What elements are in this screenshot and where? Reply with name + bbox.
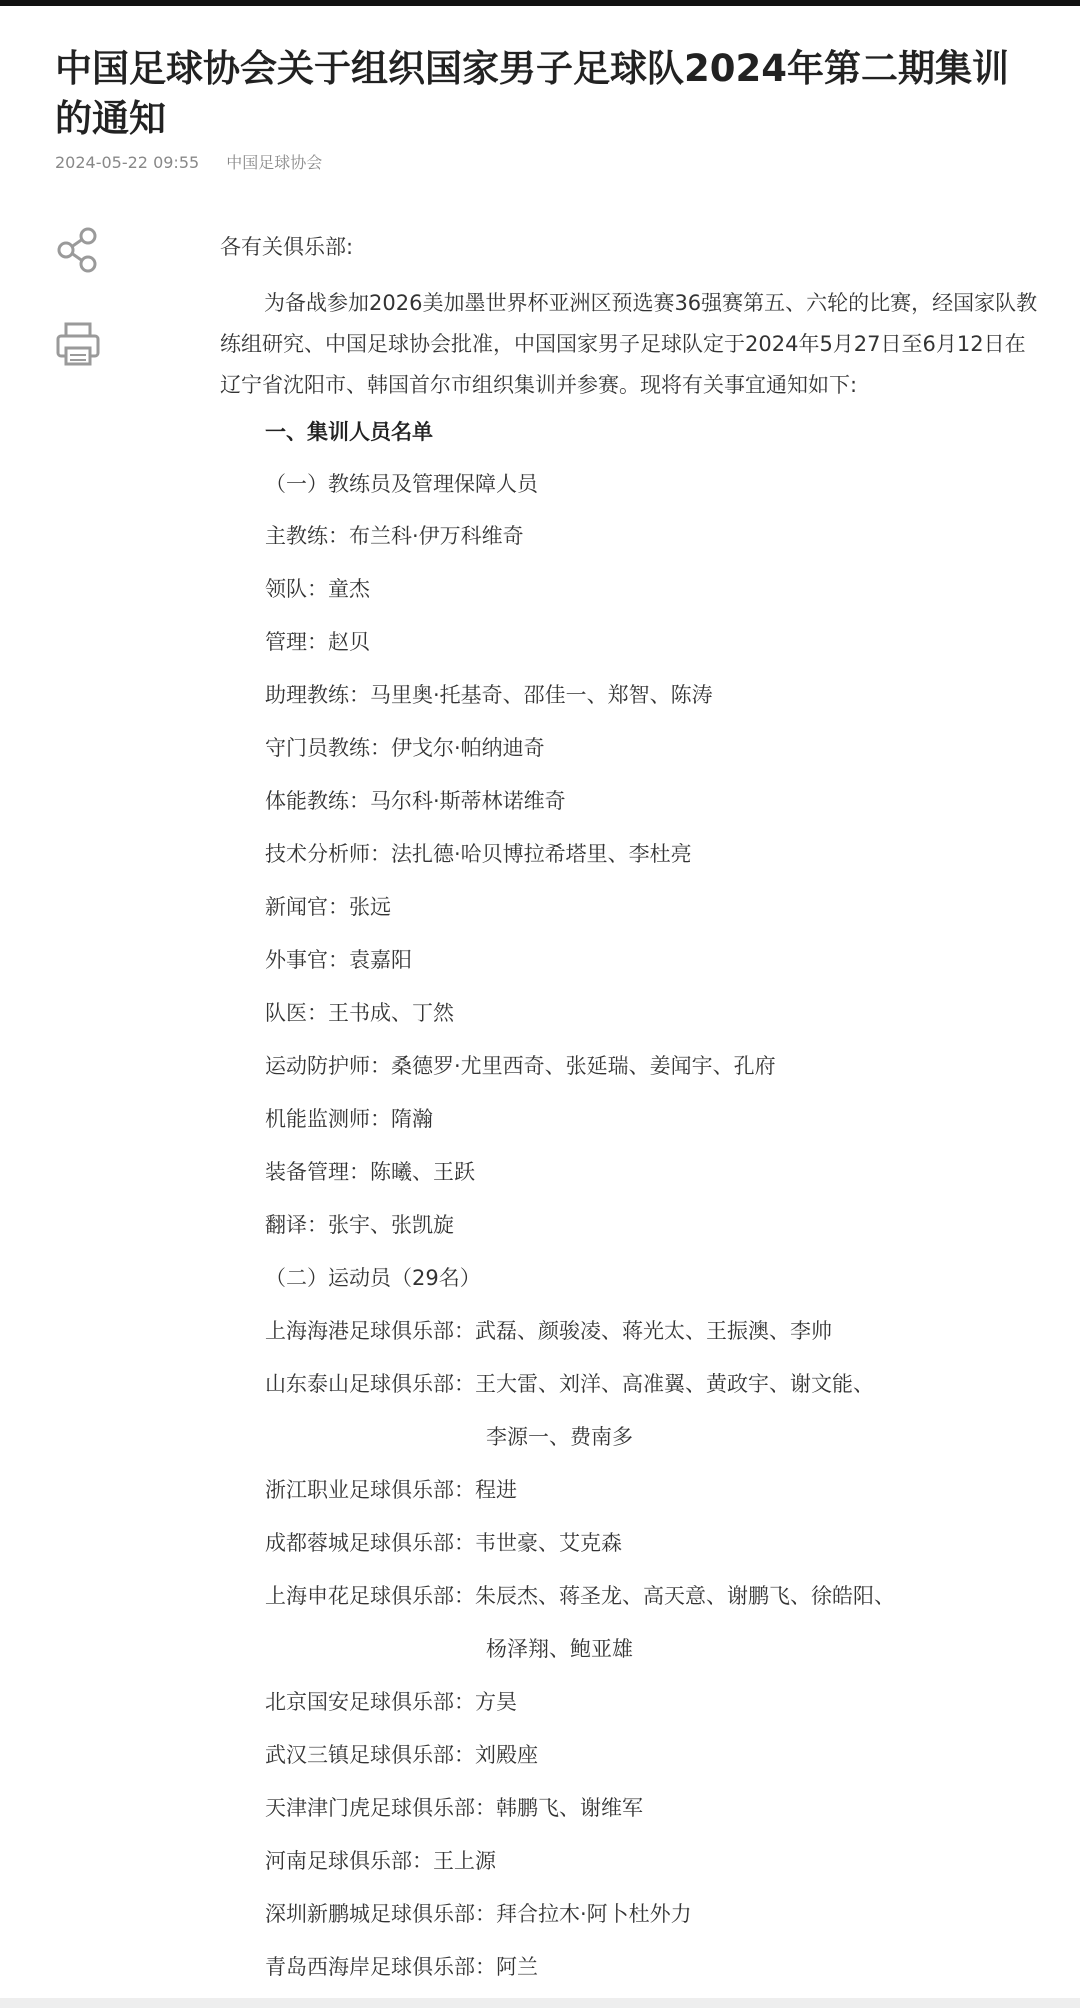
club-row bbox=[265, 1741, 538, 1769]
club-players: 程进 bbox=[475, 1478, 517, 1502]
subsection-heading: （二）运动员（29名） bbox=[265, 1266, 481, 1290]
club-row bbox=[265, 1688, 517, 1716]
club-players-continued: 杨泽翔、鲍亚雄 bbox=[486, 1637, 633, 1661]
club-row bbox=[265, 1794, 643, 1822]
club-players: 拜合拉木·阿卜杜外力 bbox=[496, 1902, 692, 1926]
staff-line: 队医：王书成、丁然 bbox=[265, 1001, 454, 1025]
staff-line: 管理：赵贝 bbox=[265, 630, 370, 654]
page-title: 中国足球协会关于组织国家男子足球队2024年第二期集训的通知 bbox=[55, 47, 1009, 140]
club-row bbox=[265, 1953, 538, 1981]
print-button[interactable] bbox=[50, 316, 106, 372]
section-heading: 一、集训人员名单 bbox=[265, 420, 433, 444]
club-name: 上海海港足球俱乐部： bbox=[265, 1319, 475, 1343]
club-row bbox=[265, 1317, 832, 1345]
club-players: 朱辰杰、蒋圣龙、高天意、谢鹏飞、徐皓阳、 bbox=[475, 1584, 895, 1608]
club-name: 天津津门虎足球俱乐部： bbox=[265, 1796, 496, 1820]
staff-line: 守门员教练：伊戈尔·帕纳迪奇 bbox=[265, 736, 545, 760]
club-row bbox=[265, 1900, 692, 1928]
club-name: 山东泰山足球俱乐部： bbox=[265, 1372, 475, 1396]
bottom-edge bbox=[0, 1998, 1080, 2008]
club-players: 王上源 bbox=[433, 1849, 496, 1873]
staff-line: 主教练：布兰科·伊万科维奇 bbox=[265, 524, 524, 548]
staff-line: 运动防护师：桑德罗·尤里西奇、张延瑞、姜闻宇、孔府 bbox=[265, 1054, 776, 1078]
club-players: 方昊 bbox=[475, 1690, 517, 1714]
club-name: 上海申花足球俱乐部： bbox=[265, 1584, 475, 1608]
staff-line: 翻译：张宇、张凯旋 bbox=[265, 1213, 454, 1237]
club-name: 青岛西海岸足球俱乐部： bbox=[265, 1955, 496, 1979]
staff-line: 新闻官：张远 bbox=[265, 895, 391, 919]
staff-line: 装备管理：陈曦、王跃 bbox=[265, 1160, 475, 1184]
club-name: 河南足球俱乐部： bbox=[265, 1849, 433, 1873]
club-name: 武汉三镇足球俱乐部： bbox=[265, 1743, 475, 1767]
staff-line: 技术分析师：法扎德·哈贝博拉希塔里、李杜亮 bbox=[265, 842, 692, 866]
top-edge bbox=[0, 0, 1080, 6]
club-name: 浙江职业足球俱乐部： bbox=[265, 1478, 475, 1502]
article-meta bbox=[55, 150, 344, 173]
intro-paragraph: 为备战参加2026美加墨世界杯亚洲区预选赛36强赛第五、六轮的比赛，经国家队教练组研究、中国足球协会批准，中国国家男子足球队定于2024年5月27日至6月12日在辽宁省沈阳市、韩国首尔市组织集训并参赛。现将有关事宜通知如下: bbox=[220, 291, 1038, 397]
article-source: 中国足球协会 bbox=[226, 153, 323, 172]
staff-line: 领队：童杰 bbox=[265, 577, 370, 601]
share-button[interactable] bbox=[50, 222, 106, 278]
club-players-continued: 李源一、费南多 bbox=[486, 1425, 633, 1449]
publish-date: 2024-05-22 09:55 bbox=[55, 153, 200, 172]
club-name: 北京国安足球俱乐部： bbox=[265, 1690, 475, 1714]
staff-line: 体能教练：马尔科·斯蒂林诺维奇 bbox=[265, 789, 566, 813]
subsection-heading: （一）教练员及管理保障人员 bbox=[265, 472, 538, 496]
club-row bbox=[265, 1847, 496, 1875]
club-players: 王大雷、刘洋、高准翼、黄政宇、谢文能、 bbox=[475, 1372, 874, 1396]
club-players: 韩鹏飞、谢维军 bbox=[496, 1796, 643, 1820]
club-row bbox=[265, 1529, 622, 1557]
staff-line: 外事官：袁嘉阳 bbox=[265, 948, 412, 972]
print-icon bbox=[54, 320, 102, 368]
staff-line: 助理教练：马里奥·托基奇、邵佳一、郑智、陈涛 bbox=[265, 683, 713, 707]
share-icon bbox=[54, 226, 102, 274]
club-name: 成都蓉城足球俱乐部： bbox=[265, 1531, 475, 1555]
club-players: 韦世豪、艾克森 bbox=[475, 1531, 622, 1555]
staff-line: 机能监测师：隋瀚 bbox=[265, 1107, 433, 1131]
club-row bbox=[265, 1370, 874, 1398]
club-name: 深圳新鹏城足球俱乐部： bbox=[265, 1902, 496, 1926]
club-players: 武磊、颜骏凌、蒋光太、王振澳、李帅 bbox=[475, 1319, 832, 1343]
salutation: 各有关俱乐部: bbox=[220, 235, 354, 259]
club-row bbox=[265, 1476, 517, 1504]
club-players: 阿兰 bbox=[496, 1955, 538, 1979]
club-players: 刘殿座 bbox=[475, 1743, 538, 1767]
club-row bbox=[265, 1582, 895, 1610]
